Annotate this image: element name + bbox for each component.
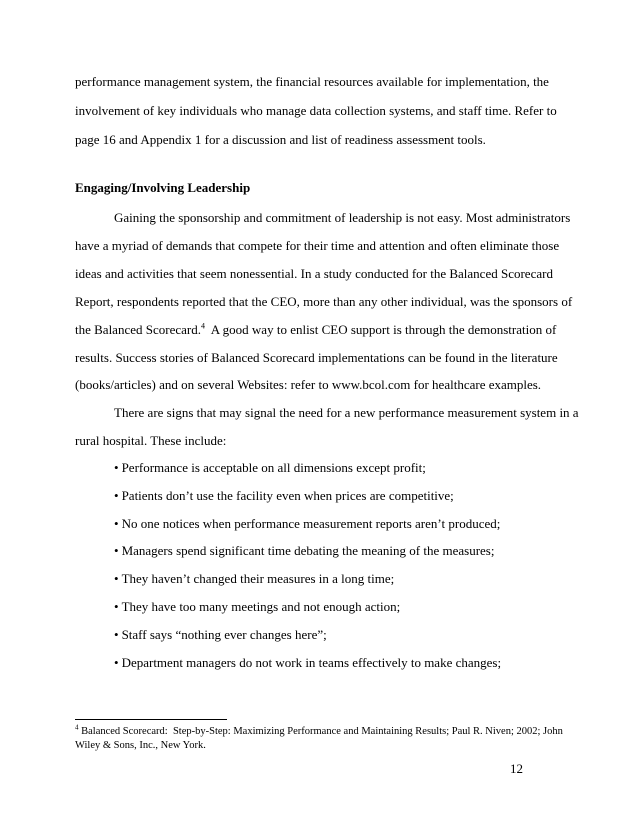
bullet-icon: • (114, 627, 119, 642)
list-item-text: Performance is acceptable on all dimensions except profit; (121, 460, 426, 475)
list-item-text: No one notices when performance measurement reports aren’t produced; (121, 516, 501, 531)
page-number: 12 (510, 761, 523, 776)
list-item-text: Staff says “nothing ever changes here”; (121, 627, 327, 642)
footnote-line (75, 725, 563, 738)
bullet-icon: • (114, 599, 119, 614)
bullet-icon: • (114, 488, 119, 503)
bullet-icon: • (114, 460, 119, 475)
paragraph-line: have a myriad of demands that compete for their time and attention and often eliminate those (75, 238, 560, 253)
paragraph-line (75, 322, 556, 338)
footnote-line: Wiley & Sons, Inc., New York. (75, 740, 206, 751)
paragraph-line: performance management system, the financial resources available for implementation, the (75, 74, 549, 89)
bullet-icon: • (114, 571, 119, 586)
paragraph-line: rural hospital. These include: (75, 433, 227, 448)
paragraph-line: page 16 and Appendix 1 for a discussion and list of readiness assessment tools. (75, 132, 486, 147)
paragraph-line: Gaining the sponsorship and commitment of leadership is not easy. Most administrators (114, 210, 571, 225)
footnote-text: Balanced Scorecard: Step-by-Step: Maximizing Performance and Maintaining Results; Paul R. Niven; 2002; John (78, 726, 563, 737)
list-item (114, 460, 426, 476)
paragraph-line: (books/articles) and on several Websites: refer to www.bcol.com for healthcare examples. (75, 377, 542, 392)
list-item-text: They have too many meetings and not enough action; (121, 599, 401, 614)
bullet-icon: • (114, 516, 119, 531)
paragraph-text: the Balanced Scorecard. (75, 322, 201, 337)
list-item-text: Managers spend significant time debating the meaning of the measures; (121, 543, 495, 558)
footnote-reference: 4 (200, 321, 205, 331)
paragraph-line: There are signs that may signal the need for a new performance measurement system in a (114, 405, 579, 420)
paragraph-line: involvement of key individuals who manage data collection systems, and staff time. Refer to (75, 103, 557, 118)
section-heading: Engaging/Involving Leadership (75, 180, 251, 195)
list-item (114, 571, 394, 587)
footnote-number: 4 (75, 723, 79, 732)
list-item-text: They haven’t changed their measures in a long time; (121, 571, 395, 586)
bullet-icon: • (114, 543, 119, 558)
paragraph-line: Report, respondents reported that the CEO, more than any other individual, was the sponsors of (75, 294, 573, 309)
footnote-divider (75, 719, 227, 720)
bullet-icon: • (114, 655, 119, 670)
list-item (114, 655, 501, 671)
list-item (114, 599, 400, 615)
paragraph-line: ideas and activities that seem nonessential. In a study conducted for the Balanced Scorecard (75, 266, 553, 281)
list-item (114, 516, 500, 532)
list-item-text: Department managers do not work in teams effectively to make changes; (121, 655, 502, 670)
paragraph-text: A good way to enlist CEO support is through the demonstration of (204, 322, 557, 337)
list-item (114, 627, 327, 643)
list-item (114, 543, 494, 559)
paragraph-line: results. Success stories of Balanced Scorecard implementations can be found in the literature (75, 350, 558, 365)
list-item (114, 488, 454, 504)
list-item-text: Patients don’t use the facility even when prices are competitive; (121, 488, 454, 503)
